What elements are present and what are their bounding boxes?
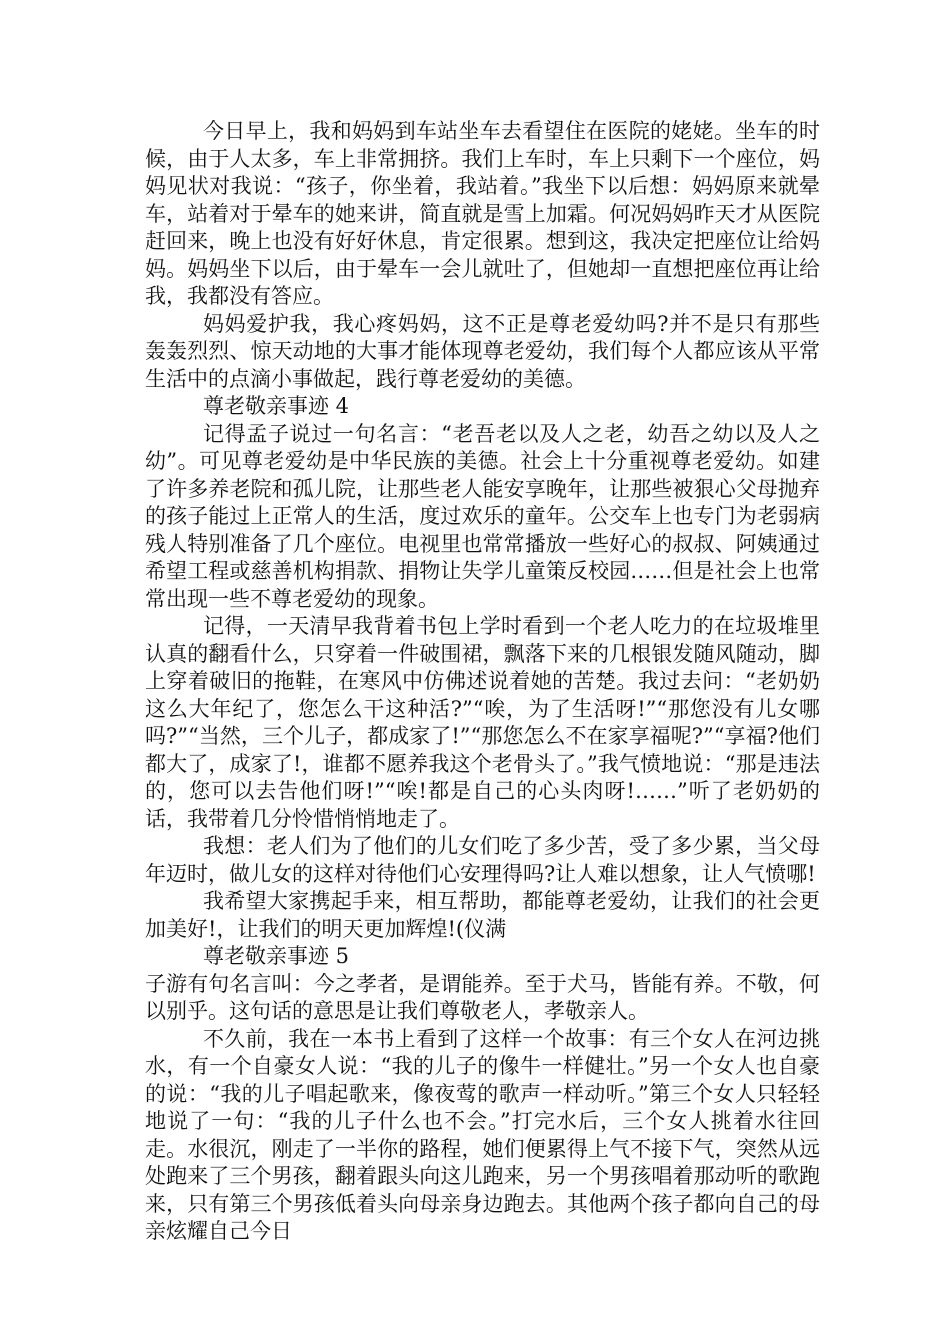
paragraph-3: 记得孟子说过一句名言：“老吾老以及人之老，幼吾之幼以及人之幼”。可见尊老爱幼是中华民族的美德。社会上十分重视尊老爱幼。如建了许多养老院和孤儿院，让那些老人能安享晚年，让那些被狠心父母抛弃的孩子能过上正常人的生活，度过欢乐的童年。公交车上也专门为老弱病残人特别准备了几个座位。电视里也常常播放一些好心的叔叔、阿姨通过希望工程或慈善机构捐款、捐物让失学儿童策反校园……但是社会上也常常出现一些不尊老爱幼的现象。 (145, 421, 820, 611)
section-heading-5: 尊老敬亲事迹 5 (203, 944, 350, 968)
paragraph-6: 我希望大家携起手来，相互帮助，都能尊老爱幼，让我们的社会更加美好!，让我们的明天更加辉煌!(仪满 (145, 889, 820, 941)
paragraph-2: 妈妈爱护我，我心疼妈妈，这不正是尊老爱幼吗?并不是只有那些轰轰烈烈、惊天动地的大事才能体现尊老爱幼，我们每个人都应该从平常生活中的点滴小事做起，践行尊老爱幼的美德。 (145, 311, 820, 391)
paragraph-7: 子游有句名言叫：今之孝者，是谓能养。至于犬马，皆能有养。不敬，何以别乎。这句话的意思是让我们尊敬老人，孝敬亲人。 (145, 971, 820, 1023)
paragraph-1: 今日早上，我和妈妈到车站坐车去看望住在医院的姥姥。坐车的时候，由于人太多，车上非常拥挤。我们上车时，车上只剩下一个座位，妈妈见状对我说：“孩子，你坐着，我站着。”我坐下以后想：妈妈原来就晕车，站着对于晕车的她来讲，简直就是雪上加霜。何况妈妈昨天才从医院赶回来，晚上也没有好好休息，肯定很累。想到这，我决定把座位让给妈妈。妈妈坐下以后，由于晕车一会儿就吐了，但她却一直想把座位再让给我，我都没有答应。 (145, 119, 820, 308)
paragraph-5: 我想：老人们为了他们的儿女们吃了多少苦，受了多少累，当父母年迈时，做儿女的这样对待他们心安理得吗?让人难以想象，让人气愤哪! (145, 834, 820, 886)
paragraph-4: 记得，一天清早我背着书包上学时看到一个老人吃力的在垃圾堆里认真的翻看什么，只穿着一件破围裙，飘落下来的几根银发随风随动，脚上穿着破旧的拖鞋，在寒风中仿佛述说着她的苦楚。我过去问：“老奶奶这么大年纪了，您怎么干这种活?”“唉，为了生活呀!”“那您没有儿女哪吗?”“当然，三个儿子，都成家了!”“那您怎么不在家享福呢?”“享福?他们都大了，成家了!，谁都不愿养我这个老骨头了。”我气愤地说：“那是违法的，您可以去告他们呀!”“唉!都是自己的心头肉呀!……”听了老奶奶的话，我带着几分怜惜悄悄地走了。 (145, 614, 820, 831)
document-body (145, 118, 820, 1246)
paragraph-8: 不久前，我在一本书上看到了这样一个故事：有三个女人在河边挑水，有一个自豪女人说：“我的儿子的像牛一样健壮。”另一个女人也自豪的说：“我的儿子唱起歌来，像夜莺的歌声一样动听。”第三个女人只轻轻地说了一句：“我的儿子什么也不会。”打完水后，三个女人挑着水往回走。水很沉，刚走了一半你的路程，她们便累得上气不接下气，突然从远处跑来了三个男孩，翻着跟头向这儿跑来，另一个男孩唱着那动听的歌跑来，只有第三个男孩低着头向母亲身边跑去。其他两个孩子都向自己的母亲炫耀自己今日 (145, 1026, 820, 1243)
section-heading-4: 尊老敬亲事迹 4 (203, 394, 350, 418)
